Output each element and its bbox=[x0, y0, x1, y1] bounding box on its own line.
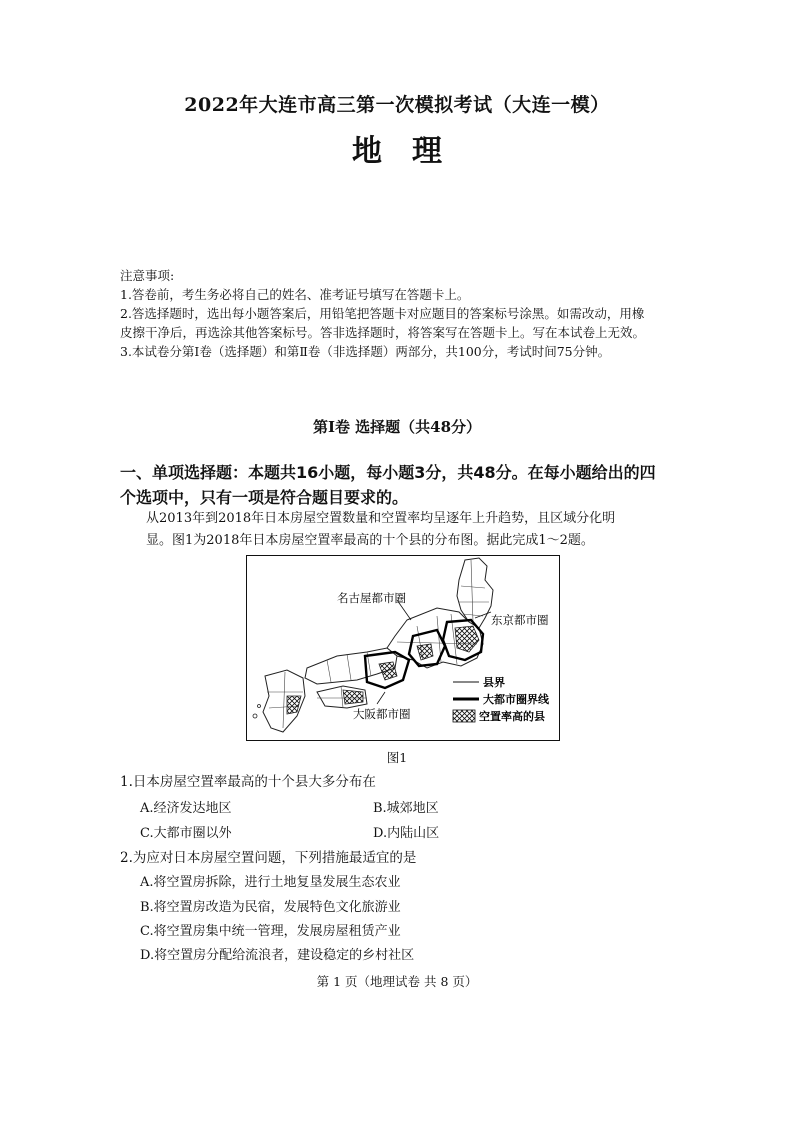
question-2-option-d: D.将空置房分配给流浪者，建设稳定的乡村社区 bbox=[140, 948, 415, 963]
part-one-line: 一、单项选择题：本题共16小题，每小题3分，共48分。在每小题给出的四 bbox=[120, 463, 656, 482]
part-one-heading bbox=[120, 460, 680, 510]
label-nagoya: 名古屋都市圈 bbox=[337, 591, 406, 605]
legend-vacant: 空置率高的县 bbox=[479, 710, 545, 723]
figure-caption: 图1 bbox=[386, 750, 408, 765]
question-1-option-a: A.经济发达地区 bbox=[140, 801, 232, 816]
question-2-option-b: B.将空置房改造为民宿，发展特色文化旅游业 bbox=[140, 900, 401, 915]
notes-line: 1.答卷前，考生务必将自己的姓名、准考证号填写在答题卡上。 bbox=[120, 287, 470, 302]
notes-heading: 注意事项: bbox=[120, 268, 175, 283]
notes-line: 2.答选择题时，选出每小题答案后，用铅笔把答题卡对应题目的答案标号涂黑。如需改动，用橡 bbox=[120, 306, 645, 321]
shikoku-vacant-area bbox=[343, 690, 363, 704]
legend-vacant-swatch bbox=[453, 710, 475, 722]
intro-line: 从2013年到2018年日本房屋空置数量和空置率均呈逐年上升趋势，且区域分化明 bbox=[146, 511, 616, 526]
question-1-option-d: D.内陆山区 bbox=[373, 826, 440, 841]
question-1-option-c: C.大都市圈以外 bbox=[140, 826, 232, 841]
notes-line: 皮擦干净后，再选涂其他答案标号。答非选择题时，将答案写在答题卡上。写在本试卷上无效。 bbox=[120, 325, 646, 340]
notes-line: 3.本试卷分第Ⅰ卷（选择题）和第Ⅱ卷（非选择题）两部分，共100分，考试时间75分钟。 bbox=[120, 344, 611, 359]
legend-metro: 大都市圈界线 bbox=[483, 693, 549, 706]
part-one-line: 个选项中，只有一项是符合题目要求的。 bbox=[120, 488, 409, 507]
label-tokyo: 东京都市圈 bbox=[491, 613, 549, 627]
intro-line: 显。图1为2018年日本房屋空置率最高的十个县的分布图。据此完成1～2题。 bbox=[146, 533, 594, 548]
question-2-option-a: A.将空置房拆除，进行土地复垦发展生态农业 bbox=[140, 875, 401, 890]
question-1-option-b: B.城郊地区 bbox=[373, 801, 439, 816]
question-intro bbox=[120, 508, 680, 552]
subject-title: 地理 bbox=[352, 134, 472, 169]
legend-county: 县界 bbox=[483, 676, 505, 689]
label-osaka: 大阪都市圈 bbox=[353, 707, 411, 721]
exam-notes bbox=[120, 266, 680, 361]
exam-title: 2022年大连市高三第一次模拟考试（大连一模） bbox=[184, 94, 610, 116]
question-2-option-c: C.将空置房集中统一管理，发展房屋租赁产业 bbox=[140, 924, 401, 939]
question-2-stem: 2.为应对日本房屋空置问题，下列措施最适宜的是 bbox=[120, 850, 417, 866]
section-title: 第Ⅰ卷 选择题（共48分） bbox=[312, 418, 482, 436]
question-1-stem: 1.日本房屋空置率最高的十个县大多分布在 bbox=[120, 774, 376, 790]
page-footer: 第 1 页（地理试卷 共 8 页） bbox=[316, 974, 478, 989]
map-svg bbox=[247, 556, 559, 740]
japan-vacancy-map bbox=[246, 555, 560, 741]
